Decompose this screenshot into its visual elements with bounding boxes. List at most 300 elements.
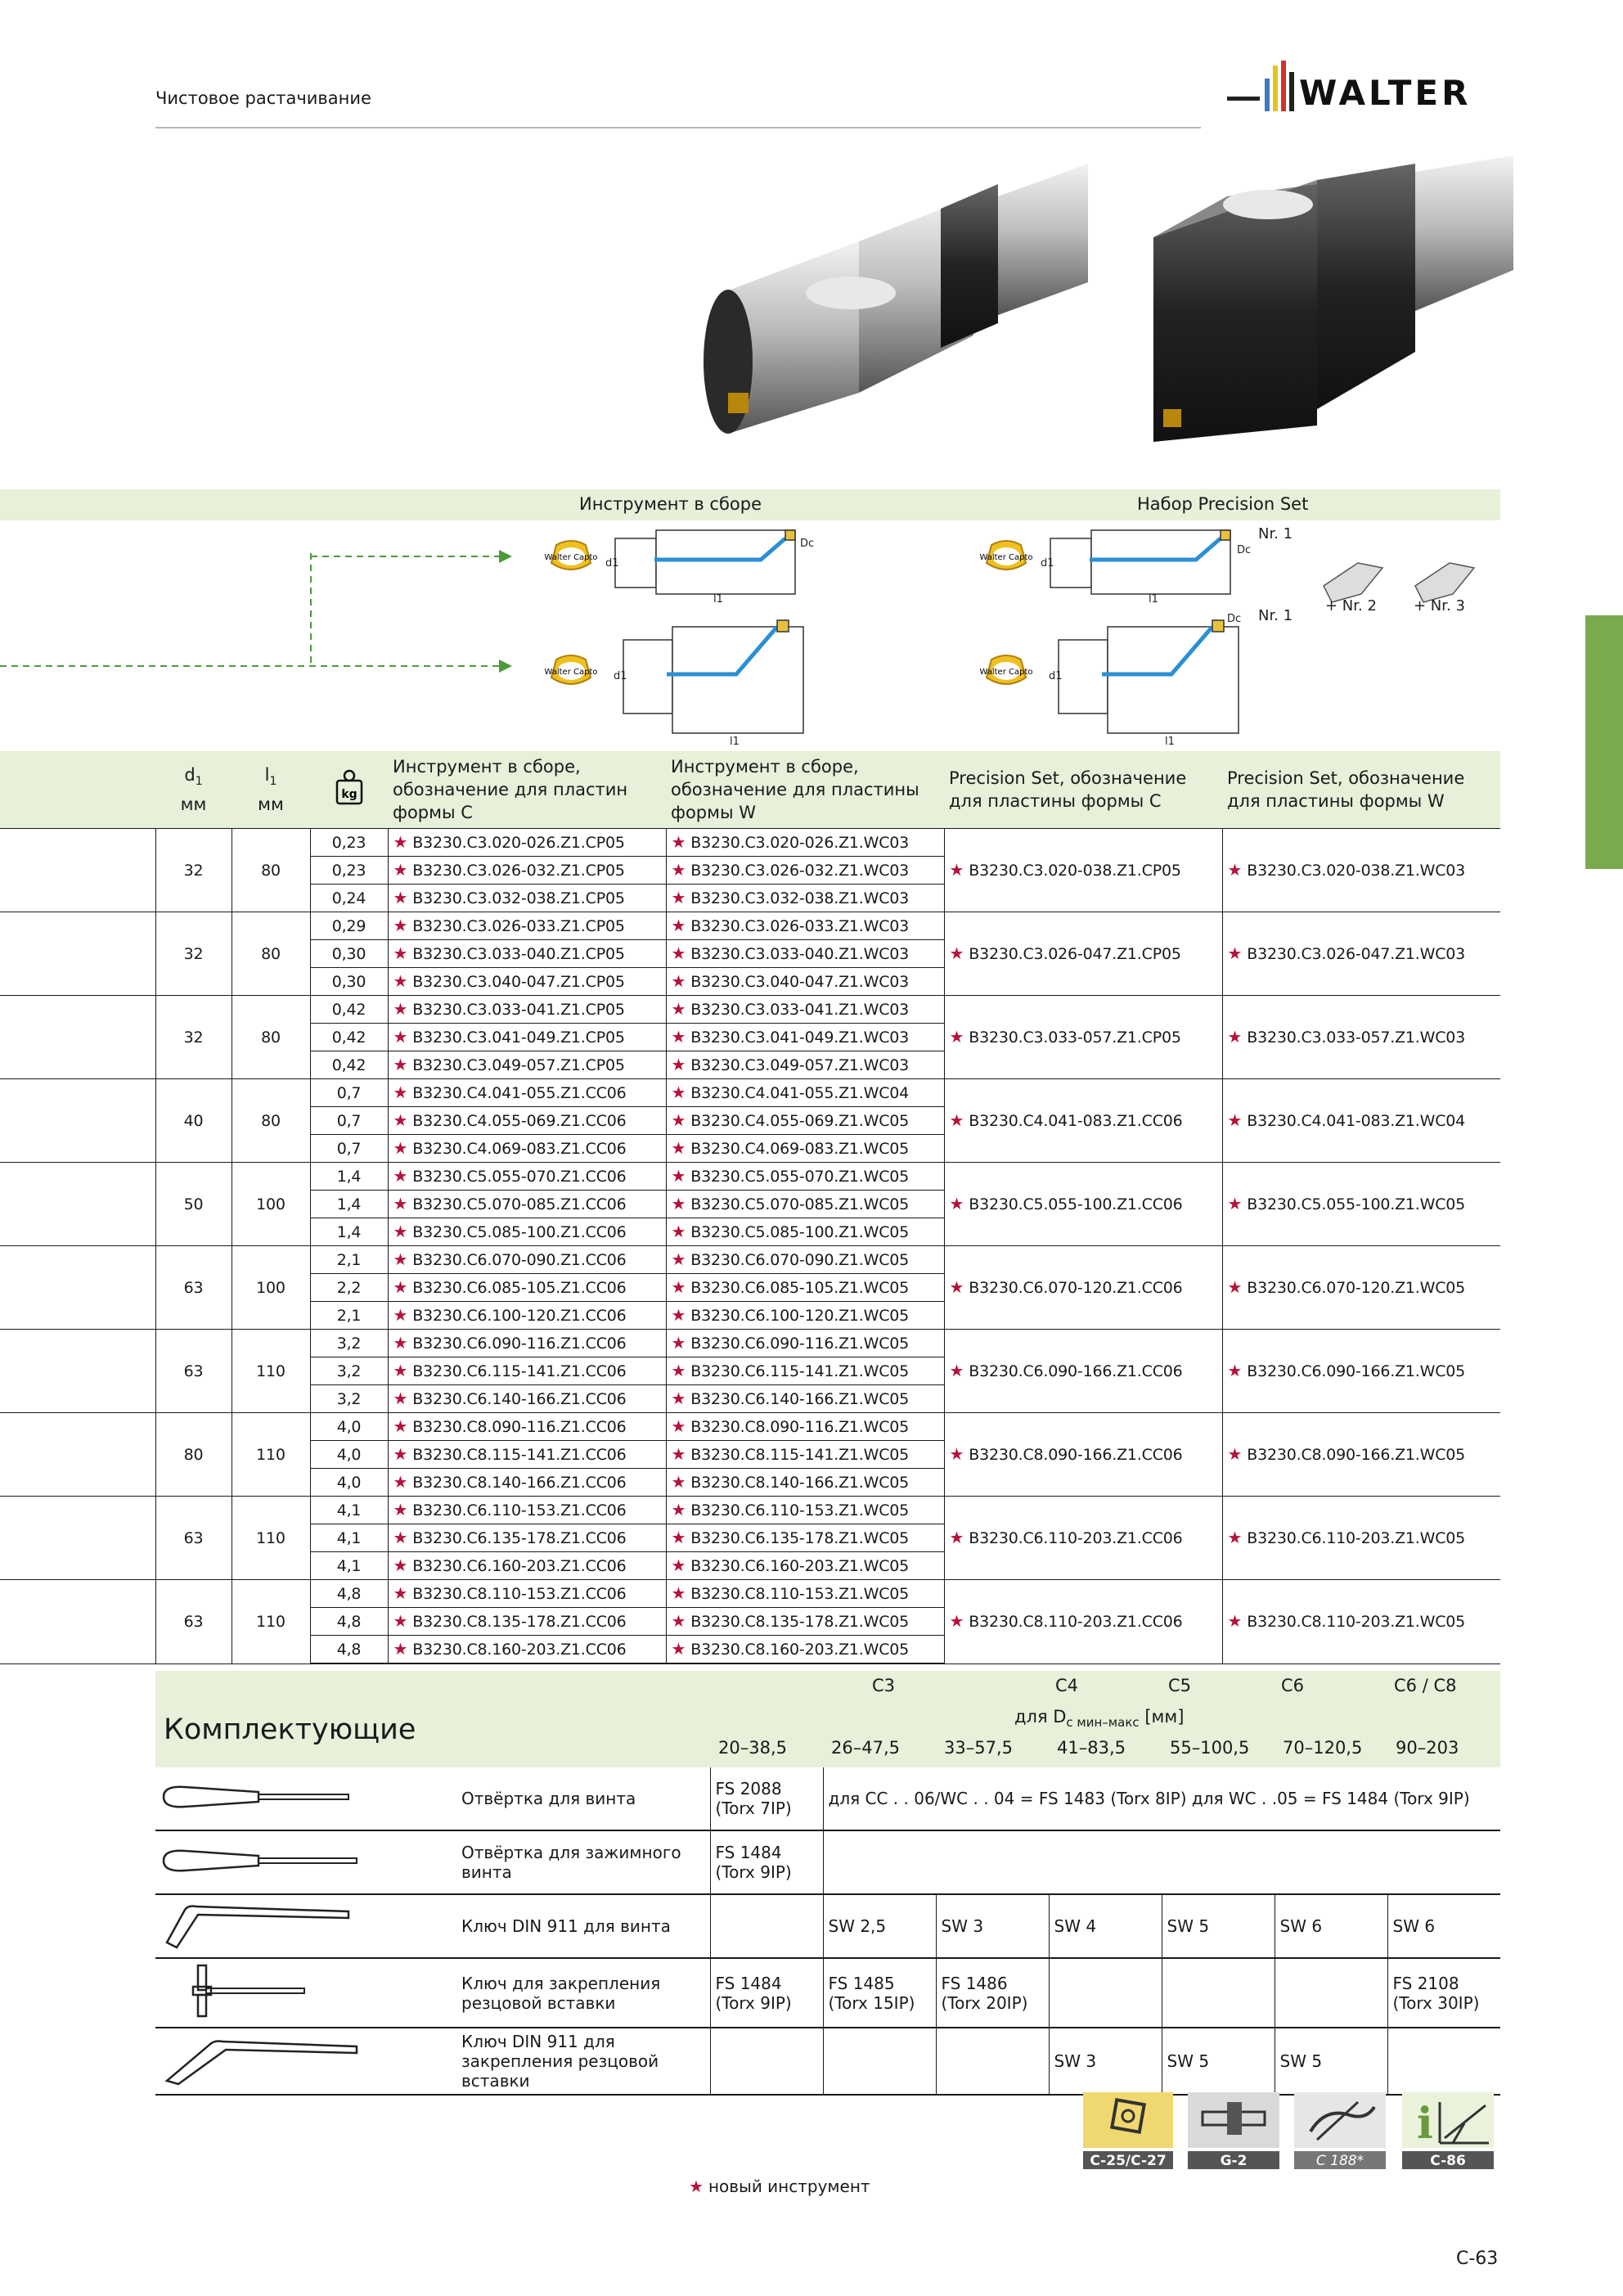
product-table (0, 751, 1500, 1664)
d1-cell (155, 1413, 232, 1497)
assembly-c-code (388, 1357, 666, 1385)
header-rule (155, 127, 1201, 128)
weight-cell-text: 0,42 (331, 1000, 366, 1019)
weight-cell (310, 1524, 388, 1552)
d1-cell-text: 50 (183, 1195, 204, 1213)
hex-key-icon (160, 1900, 365, 1949)
d1-cell (155, 1330, 232, 1413)
star-icon: ★ (671, 916, 686, 935)
star-icon: ★ (393, 1110, 408, 1130)
weight-cell (310, 996, 388, 1024)
assembly-c-code-text: B3230.C8.160-203.Z1.CC06 (412, 1641, 627, 1659)
accessory-value: FS 1484 (Torx 9IP) (710, 1958, 823, 2028)
l1-cell (232, 1497, 310, 1580)
weight-cell-text: 4,8 (336, 1584, 362, 1603)
assembly-c-code-text: B3230.C5.085-100.Z1.CC06 (412, 1223, 627, 1241)
assembly-c-code-text: B3230.C6.135-178.Z1.CC06 (412, 1529, 627, 1547)
weight-cell (310, 1079, 388, 1107)
l1-cell-text: 110 (256, 1445, 285, 1464)
star-icon: ★ (1227, 1528, 1243, 1547)
set-c-code-text: B3230.C3.020-038.Z1.CP05 (969, 862, 1181, 880)
star-icon: ★ (393, 1027, 408, 1047)
weight-cell (310, 1357, 388, 1385)
set-c-code (944, 1246, 1222, 1330)
size-group-c5: C5 (1168, 1676, 1192, 1695)
weight-cell-text: 3,2 (336, 1334, 362, 1353)
assembly-w-code-text: B3230.C8.135-178.Z1.WC05 (690, 1613, 910, 1631)
weight-cell-text: 1,4 (336, 1195, 362, 1213)
size-group-c3: C3 (872, 1676, 896, 1695)
product-table-body (0, 829, 1500, 1664)
accessory-value: SW 6 (1387, 1894, 1500, 1958)
section-title: Чистовое растачивание (155, 88, 371, 108)
accessory-name: Ключ DIN 911 для закрепления резцовой вставки (458, 2028, 710, 2095)
l1-cell (232, 1246, 310, 1330)
assembly-c-code (388, 1608, 666, 1636)
star-icon: ★ (949, 1528, 964, 1547)
assembly-w-code-text: B3230.C3.033-041.Z1.WC03 (690, 1001, 910, 1019)
star-icon: ★ (949, 943, 964, 963)
assembly-c-code (388, 1024, 666, 1051)
set-c-code-text: B3230.C6.090-166.Z1.CC06 (969, 1362, 1183, 1380)
assembly-c-code (388, 996, 666, 1024)
accessory-value (936, 2028, 1049, 2095)
star-icon: ★ (671, 860, 686, 880)
d1-cell (155, 1163, 232, 1246)
assembly-c-code (388, 968, 666, 996)
weight-cell (310, 885, 388, 912)
assembly-c-code-text: B3230.C3.020-026.Z1.CP05 (412, 834, 625, 852)
star-icon: ★ (393, 916, 408, 935)
svg-text:C-25/C-27: C-25/C-27 (1090, 2153, 1167, 2169)
assembly-c-code (388, 1524, 666, 1552)
star-icon: ★ (1227, 1611, 1243, 1632)
accessory-name: Ключ DIN 911 для винта (458, 1894, 710, 1958)
assembly-c-code-text: B3230.C6.110-153.Z1.CC06 (412, 1501, 627, 1519)
assembly-c-code (388, 1135, 666, 1163)
l1-cell (232, 912, 310, 996)
table-row (0, 1163, 1500, 1191)
weight-cell-text: 4,0 (336, 1473, 362, 1492)
d1-cell (155, 996, 232, 1079)
star-icon: ★ (671, 888, 686, 907)
l1-cell-text: 80 (261, 1111, 281, 1130)
weight-cell (310, 1107, 388, 1135)
accessories-header (155, 1671, 1500, 1767)
weight-cell-text: 4,1 (336, 1556, 362, 1575)
assembly-c-code-text: B3230.C3.026-033.Z1.CP05 (412, 917, 625, 935)
assembly-c-code-text: B3230.C6.085-105.Z1.CC06 (412, 1279, 627, 1297)
star-icon: ★ (393, 1222, 408, 1241)
weight-cell (310, 1636, 388, 1664)
l1-cell (232, 829, 310, 912)
d1-cell-text: 63 (183, 1278, 204, 1297)
assembly-c-code-text: B3230.C8.140-166.Z1.CC06 (412, 1474, 627, 1492)
accessory-value (823, 1830, 1500, 1894)
assembly-c-code-text: B3230.C8.090-116.Z1.CC06 (412, 1418, 627, 1436)
d1-cell (155, 829, 232, 912)
walter-capto-badge (979, 655, 1032, 684)
set-c-code (944, 912, 1222, 996)
assembly-c-code-text: B3230.C3.049-057.Z1.CP05 (412, 1056, 625, 1074)
svg-text:Nr. 1: Nr. 1 (1258, 607, 1293, 624)
star-icon: ★ (671, 1027, 686, 1047)
assembly-w-code (666, 857, 944, 885)
accessories-title: Комплектующие (164, 1713, 416, 1746)
weight-cell-text: 2,1 (336, 1306, 362, 1325)
table-row (0, 996, 1500, 1024)
header-weight (310, 751, 388, 829)
assembly-w-code (666, 940, 944, 968)
walter-logo (1227, 57, 1505, 118)
assembly-w-code-text: B3230.C4.041-055.Z1.WC04 (690, 1084, 910, 1102)
weight-cell (310, 1580, 388, 1608)
set-w-code (1222, 1330, 1500, 1413)
assembly-w-code (666, 1330, 944, 1357)
set-w-code-text: B3230.C5.055-100.Z1.WC05 (1247, 1195, 1466, 1213)
assembly-c-code (388, 1497, 666, 1524)
set-w-code (1222, 1580, 1500, 1664)
star-icon: ★ (671, 1333, 686, 1353)
assembly-c-code (388, 1051, 666, 1079)
star-icon: ★ (671, 1194, 686, 1213)
size-group-c4: C4 (1055, 1676, 1079, 1695)
chapter-tab (1585, 615, 1623, 869)
assembly-w-code-text: B3230.C5.085-100.Z1.WC05 (690, 1223, 910, 1241)
assembly-w-code (666, 1191, 944, 1218)
svg-text:l1: l1 (713, 593, 723, 606)
svg-text:d1: d1 (1041, 557, 1054, 569)
info-ref-icon (1402, 2092, 1494, 2169)
set-w-code (1222, 1163, 1500, 1246)
d1-cell-text: 63 (183, 1362, 204, 1380)
accessory-value: SW 5 (1275, 2028, 1387, 2095)
assembly-w-code (666, 996, 944, 1024)
l1-cell (232, 1079, 310, 1163)
star-icon: ★ (671, 1083, 686, 1102)
weight-cell (310, 1441, 388, 1469)
range-3: 33–57,5 (944, 1738, 1013, 1758)
set-c-code-text: B3230.C8.110-203.Z1.CC06 (969, 1613, 1183, 1632)
star-icon: ★ (393, 1555, 408, 1575)
weight-cell-text: 0,7 (336, 1139, 362, 1158)
weight-cell-text: 0,7 (336, 1083, 362, 1102)
assembly-c-code-text: B3230.C6.070-090.Z1.CC06 (412, 1251, 627, 1269)
weight-cell (310, 1163, 388, 1191)
star-icon: ★ (949, 1444, 964, 1464)
accessory-value (823, 2028, 936, 2095)
assembly-c-code-text: B3230.C6.090-116.Z1.CC06 (412, 1335, 627, 1353)
assembly-c-code-text: B3230.C3.033-041.Z1.CP05 (412, 1001, 625, 1019)
t-handle-key-icon (160, 1962, 365, 2019)
set-c-code (944, 1330, 1222, 1413)
weight-cell-text: 4,8 (336, 1640, 362, 1659)
tool-photo-cylindrical (704, 164, 1088, 434)
svg-text:l1: l1 (730, 736, 740, 748)
svg-text:l1: l1 (1165, 736, 1175, 748)
assembly-c-code-text: B3230.C3.032-038.Z1.CP05 (412, 889, 625, 907)
assembly-w-code (666, 1302, 944, 1330)
set-c-code-text: B3230.C3.026-047.Z1.CP05 (969, 945, 1181, 963)
l1-cell (232, 1163, 310, 1246)
star-icon: ★ (393, 1472, 408, 1492)
set-c-code-text: B3230.C6.110-203.Z1.CC06 (969, 1529, 1183, 1547)
star-icon: ★ (393, 1500, 408, 1519)
header-d1: $d_1$ мм (155, 751, 232, 829)
svg-text:Walter Capto: Walter Capto (979, 553, 1033, 562)
accessory-value (710, 1894, 823, 1958)
set-w-code-text: B3230.C6.110-203.Z1.WC05 (1247, 1529, 1466, 1547)
assembly-w-code (666, 1413, 944, 1441)
accessory-row (155, 1830, 1500, 1894)
svg-text:d1: d1 (1049, 670, 1063, 682)
star-icon: ★ (393, 1528, 408, 1547)
accessory-value: FS 1484 (Torx 9IP) (710, 1830, 823, 1894)
assembly-w-code-text: B3230.C8.110-153.Z1.WC05 (690, 1585, 910, 1603)
assembly-c-code (388, 885, 666, 912)
set-c-code (944, 829, 1222, 912)
l1-cell (232, 1580, 310, 1664)
accessory-row (155, 1958, 1500, 2028)
assembly-w-code-text: B3230.C6.085-105.Z1.WC05 (690, 1279, 910, 1297)
assembly-w-code-text: B3230.C3.033-040.Z1.WC03 (690, 945, 910, 963)
l1-cell (232, 1413, 310, 1497)
svg-text:C-86: C-86 (1430, 2153, 1466, 2169)
weight-cell-text: 0,30 (331, 944, 366, 963)
set-w-code-text: B3230.C8.110-203.Z1.WC05 (1247, 1613, 1466, 1632)
assembly-w-code-text: B3230.C8.090-116.Z1.WC05 (690, 1418, 910, 1436)
svg-text:C 188*: C 188* (1315, 2153, 1364, 2169)
svg-text:G-2: G-2 (1220, 2153, 1248, 2169)
set-w-code (1222, 829, 1500, 912)
set-c-code (944, 996, 1222, 1079)
table-row (0, 1079, 1500, 1107)
walter-capto-badge (544, 655, 597, 684)
header-assembly-w: Инструмент в сборе, обозначение для пластины формы W (666, 751, 944, 829)
walter-capto-badge (544, 541, 597, 569)
star-icon: ★ (393, 1055, 408, 1074)
svg-text:Walter Capto: Walter Capto (544, 553, 598, 562)
assembly-w-code (666, 1608, 944, 1636)
star-icon: ★ (671, 999, 686, 1019)
range-2: 26–47,5 (831, 1738, 900, 1758)
row-spacer (0, 1580, 155, 1664)
d1-cell (155, 912, 232, 996)
diagram-header (0, 489, 1500, 520)
assembly-c-code-text: B3230.C5.055-070.Z1.CC06 (412, 1168, 627, 1186)
row-spacer (0, 1246, 155, 1330)
assembly-w-code (666, 1524, 944, 1552)
star-icon: ★ (671, 1639, 686, 1659)
insert-holder-nr3 (1415, 563, 1474, 602)
star-icon: ★ (949, 1110, 964, 1130)
assembly-c-code (388, 829, 666, 857)
l1-cell (232, 996, 310, 1079)
weight-cell-text: 3,2 (336, 1389, 362, 1408)
range-7: 90–203 (1396, 1738, 1459, 1758)
assembly-c-code-text: B3230.C6.100-120.Z1.CC06 (412, 1307, 627, 1325)
header-set-c: Precision Set, обозначение для пластины формы C (944, 751, 1222, 829)
weight-cell-text: 1,4 (336, 1222, 362, 1241)
star-icon: ★ (393, 1361, 408, 1380)
assembly-c-code (388, 1636, 666, 1664)
assembly-w-code-text: B3230.C3.026-032.Z1.WC03 (690, 862, 910, 880)
assembly-c-code (388, 1413, 666, 1441)
accessory-value (1275, 1958, 1387, 2028)
header-set-w: Precision Set, обозначение для пластины формы W (1222, 751, 1500, 829)
star-icon: ★ (393, 832, 408, 852)
assembly-w-code (666, 912, 944, 940)
assembly-drawing-large (623, 620, 803, 733)
assembly-c-code-text: B3230.C8.135-178.Z1.CC06 (412, 1613, 627, 1631)
set-w-code-text: B3230.C3.033-057.Z1.WC03 (1247, 1029, 1466, 1047)
star-icon: ★ (671, 1361, 686, 1380)
set-c-code (944, 1497, 1222, 1580)
assembly-c-code (388, 857, 666, 885)
svg-text:Dc: Dc (1227, 613, 1242, 625)
accessory-value: SW 3 (936, 1894, 1049, 1958)
table-row (0, 1497, 1500, 1524)
star-icon: ★ (671, 943, 686, 963)
star-icon: ★ (671, 1249, 686, 1269)
star-icon: ★ (671, 1472, 686, 1492)
weight-cell-text: 3,2 (336, 1362, 362, 1380)
assembly-c-code (388, 1441, 666, 1469)
weight-cell (310, 1246, 388, 1274)
star-icon: ★ (393, 1444, 408, 1464)
set-w-code (1222, 1079, 1500, 1163)
set-w-code-text: B3230.C6.070-120.Z1.WC05 (1247, 1279, 1466, 1297)
weight-icon (335, 768, 364, 806)
range-6: 70–120,5 (1283, 1738, 1363, 1758)
assembly-c-code-text: B3230.C6.160-203.Z1.CC06 (412, 1557, 627, 1575)
table-header-row (0, 751, 1500, 829)
l1-cell-text: 80 (261, 944, 281, 963)
star-icon: ★ (393, 888, 408, 907)
row-spacer (0, 1163, 155, 1246)
assembly-w-code (666, 1051, 944, 1079)
weight-cell (310, 1330, 388, 1357)
row-spacer (0, 829, 155, 912)
assembly-w-code (666, 1636, 944, 1664)
d1-cell-text: 40 (183, 1111, 204, 1130)
hex-key-icon (160, 2033, 365, 2086)
weight-cell-text: 1,4 (336, 1167, 362, 1186)
assembly-c-code (388, 1107, 666, 1135)
range-4: 41–83,5 (1057, 1738, 1126, 1758)
assembly-w-code (666, 1218, 944, 1246)
set-c-code-text: B3230.C3.033-057.Z1.CP05 (969, 1029, 1181, 1047)
star-icon: ★ (393, 1166, 408, 1186)
table-row (0, 1580, 1500, 1608)
accessory-name: Ключ для закрепления резцовой вставки (458, 1958, 710, 2028)
accessory-value: SW 6 (1275, 1894, 1387, 1958)
row-spacer (0, 1330, 155, 1413)
weight-cell (310, 1469, 388, 1497)
accessory-value: FS 1486 (Torx 20IP) (936, 1958, 1049, 2028)
svg-text:Dc: Dc (800, 538, 815, 550)
weight-cell (310, 1191, 388, 1218)
star-icon: ★ (393, 860, 408, 880)
assembly-w-code-text: B3230.C4.069-083.Z1.WC05 (690, 1140, 910, 1158)
weight-cell (310, 912, 388, 940)
l1-cell-text: 110 (256, 1362, 285, 1380)
assembly-w-code (666, 1163, 944, 1191)
svg-text:d1: d1 (614, 670, 627, 682)
weight-cell-text: 0,29 (331, 916, 366, 935)
weight-cell-text: 2,1 (336, 1250, 362, 1269)
assembly-c-code-text: B3230.C6.140-166.Z1.CC06 (412, 1390, 627, 1408)
star-icon: ★ (671, 1583, 686, 1603)
assembly-c-code (388, 1469, 666, 1497)
accessory-value: SW 3 (1049, 2028, 1162, 2095)
star-icon: ★ (1227, 1194, 1243, 1213)
assembly-w-code-text: B3230.C8.160-203.Z1.WC05 (690, 1641, 910, 1659)
star-icon: ★ (1227, 1110, 1243, 1130)
assembly-c-code (388, 1330, 666, 1357)
set-c-code (944, 1079, 1222, 1163)
set-c-code (944, 1580, 1222, 1664)
l1-cell-text: 110 (256, 1612, 285, 1631)
assembly-w-code (666, 1024, 944, 1051)
star-icon: ★ (393, 1305, 408, 1325)
assembly-c-code (388, 1218, 666, 1246)
assembly-w-code (666, 1580, 944, 1608)
set-c-code-text: B3230.C6.070-120.Z1.CC06 (969, 1279, 1183, 1297)
assembly-w-code-text: B3230.C3.049-057.Z1.WC03 (690, 1056, 910, 1074)
weight-cell (310, 1385, 388, 1413)
assembly-w-code-text: B3230.C4.055-069.Z1.WC05 (690, 1112, 910, 1130)
star-icon: ★ (671, 1138, 686, 1158)
star-icon: ★ (671, 1110, 686, 1130)
svg-text:kg: kg (340, 787, 357, 801)
star-icon: ★ (671, 971, 686, 991)
weight-cell-text: 0,23 (331, 861, 366, 880)
size-group-c6-c8: C6 / C8 (1394, 1676, 1457, 1695)
d1-cell-text: 80 (183, 1445, 204, 1464)
tool-diagrams (0, 520, 1500, 750)
assembly-column-title: Инструмент в сборе (579, 494, 762, 514)
weight-cell (310, 968, 388, 996)
star-icon: ★ (671, 1555, 686, 1575)
svg-text:Nr. 1: Nr. 1 (1258, 525, 1293, 542)
assembly-c-code-text: B3230.C6.115-141.Z1.CC06 (412, 1362, 627, 1380)
set-w-code-text: B3230.C4.041-083.Z1.WC04 (1247, 1112, 1466, 1130)
assembly-c-code-text: B3230.C4.069-083.Z1.CC06 (412, 1140, 627, 1158)
d1-cell (155, 1580, 232, 1664)
assembly-w-code-text: B3230.C8.140-166.Z1.WC05 (690, 1474, 910, 1492)
accessory-image-cell (155, 1830, 458, 1894)
star-icon: ★ (671, 1222, 686, 1241)
range-1: 20–38,5 (718, 1738, 787, 1758)
assembly-w-code (666, 1385, 944, 1413)
star-icon: ★ (671, 1444, 686, 1464)
assembly-w-code-text: B3230.C6.140-166.Z1.WC05 (690, 1390, 910, 1408)
screwdriver-icon (160, 1844, 365, 1877)
assembly-c-code (388, 1163, 666, 1191)
size-range-caption: для $D_{c мин-макс}$ [мм] (1014, 1707, 1185, 1731)
assembly-w-code (666, 1357, 944, 1385)
weight-cell-text: 4,1 (336, 1501, 362, 1519)
assembly-w-code (666, 1552, 944, 1580)
assembly-c-code-text: B3230.C8.110-153.Z1.CC06 (412, 1585, 627, 1603)
assembly-w-code (666, 1274, 944, 1302)
assembly-w-code (666, 1079, 944, 1107)
accessory-value: FS 1485 (Torx 15IP) (823, 1958, 936, 2028)
accessory-image-cell (155, 1894, 458, 1958)
star-icon: ★ (671, 1416, 686, 1436)
assembly-c-code-text: B3230.C3.033-040.Z1.CP05 (412, 945, 625, 963)
